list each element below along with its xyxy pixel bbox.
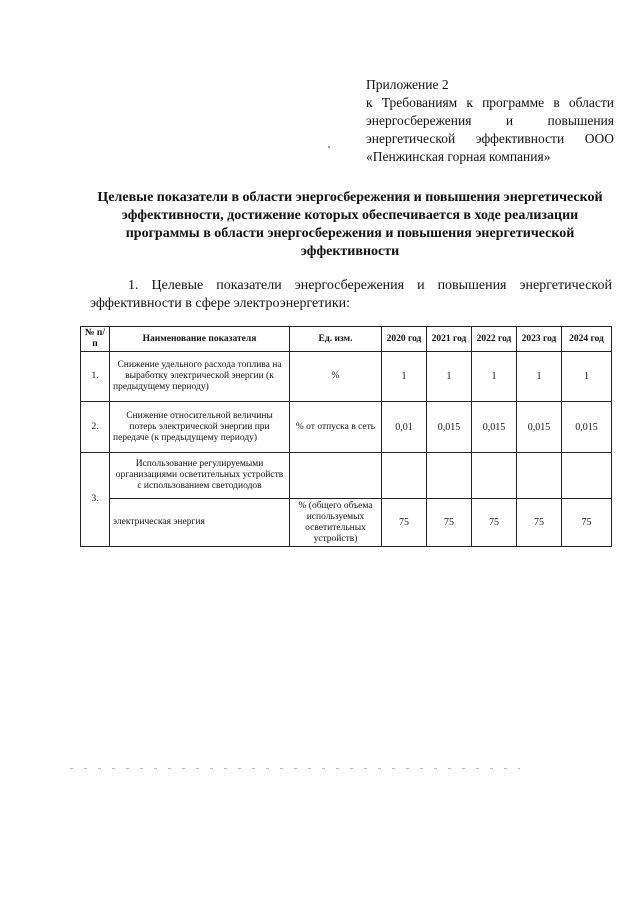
subrow-name: электрическая энергия bbox=[110, 499, 290, 547]
subrow-value: 75 bbox=[472, 499, 517, 547]
header-num: № п/п bbox=[81, 327, 110, 352]
row-name: Снижение относительной величины потерь электрической энергии при передаче (к предыдущему периоду) bbox=[110, 402, 290, 453]
row-value: 0,015 bbox=[427, 402, 472, 453]
table-row bbox=[81, 402, 612, 453]
appendix-line-3: энергосбережения и повышения bbox=[366, 113, 614, 128]
appendix-line-4: энергетической эффективности ООО bbox=[366, 131, 614, 146]
header-year: 2023 год bbox=[517, 327, 562, 352]
subrow-unit: % (общего объема используемых осветительных устройств) bbox=[290, 499, 382, 547]
indicators-table bbox=[80, 326, 612, 547]
appendix-block bbox=[366, 76, 614, 166]
table-row bbox=[81, 352, 612, 402]
row-unit: % от отпуска в сеть bbox=[290, 402, 382, 453]
row-value: 1 bbox=[427, 352, 472, 402]
appendix-line-1: Приложение 2 bbox=[366, 77, 449, 92]
header-unit: Ед. изм. bbox=[290, 327, 382, 352]
subrow-value: 75 bbox=[562, 499, 612, 547]
table-header-row bbox=[81, 327, 612, 352]
row-value-empty bbox=[517, 453, 562, 499]
row-value: 1 bbox=[472, 352, 517, 402]
row-value: 0,015 bbox=[562, 402, 612, 453]
row-value: 1 bbox=[562, 352, 612, 402]
row-name: Использование регулируемыми организациями осветительных устройств с использованием светодиодов bbox=[110, 453, 290, 499]
section-heading: 1. Целевые показатели энергосбережения и повышения энергетической эффективности в сфере электроэнергетики: bbox=[90, 278, 612, 311]
row-value-empty bbox=[427, 453, 472, 499]
row-value: 1 bbox=[382, 352, 427, 402]
table-subrow bbox=[81, 499, 612, 547]
row-num: 2. bbox=[81, 402, 110, 453]
appendix-line-2: к Требованиям к программе в области bbox=[366, 95, 614, 110]
row-value: 0,015 bbox=[517, 402, 562, 453]
row-value-empty bbox=[472, 453, 517, 499]
row-num: 1. bbox=[81, 352, 110, 402]
scan-artifact-line bbox=[70, 768, 520, 769]
row-value-empty bbox=[562, 453, 612, 499]
subrow-value: 75 bbox=[427, 499, 472, 547]
row-value: 0,015 bbox=[472, 402, 517, 453]
document-title: Целевые показатели в области энергосбережения и повышения энергетической эффективности, достижение которых обеспечивается в ходе реализации программы в области энергосбережения и повышения энергетической эффективности bbox=[97, 190, 603, 259]
row-num: 3. bbox=[81, 453, 110, 547]
row-value: 0,01 bbox=[382, 402, 427, 453]
row-unit: % bbox=[290, 352, 382, 402]
row-name: Снижение удельного расхода топлива на выработку электрической энергии (к предыдущему периоду) bbox=[110, 352, 290, 402]
header-year: 2021 год bbox=[427, 327, 472, 352]
table-row bbox=[81, 453, 612, 499]
scan-speck bbox=[328, 146, 330, 148]
header-name: Наименование показателя bbox=[110, 327, 290, 352]
header-year: 2020 год bbox=[382, 327, 427, 352]
row-value: 1 bbox=[517, 352, 562, 402]
subrow-value: 75 bbox=[382, 499, 427, 547]
appendix-line-5: «Пенжинская горная компания» bbox=[366, 149, 551, 164]
row-unit-empty bbox=[290, 453, 382, 499]
header-year: 2024 год bbox=[562, 327, 612, 352]
subrow-value: 75 bbox=[517, 499, 562, 547]
row-value-empty bbox=[382, 453, 427, 499]
header-year: 2022 год bbox=[472, 327, 517, 352]
